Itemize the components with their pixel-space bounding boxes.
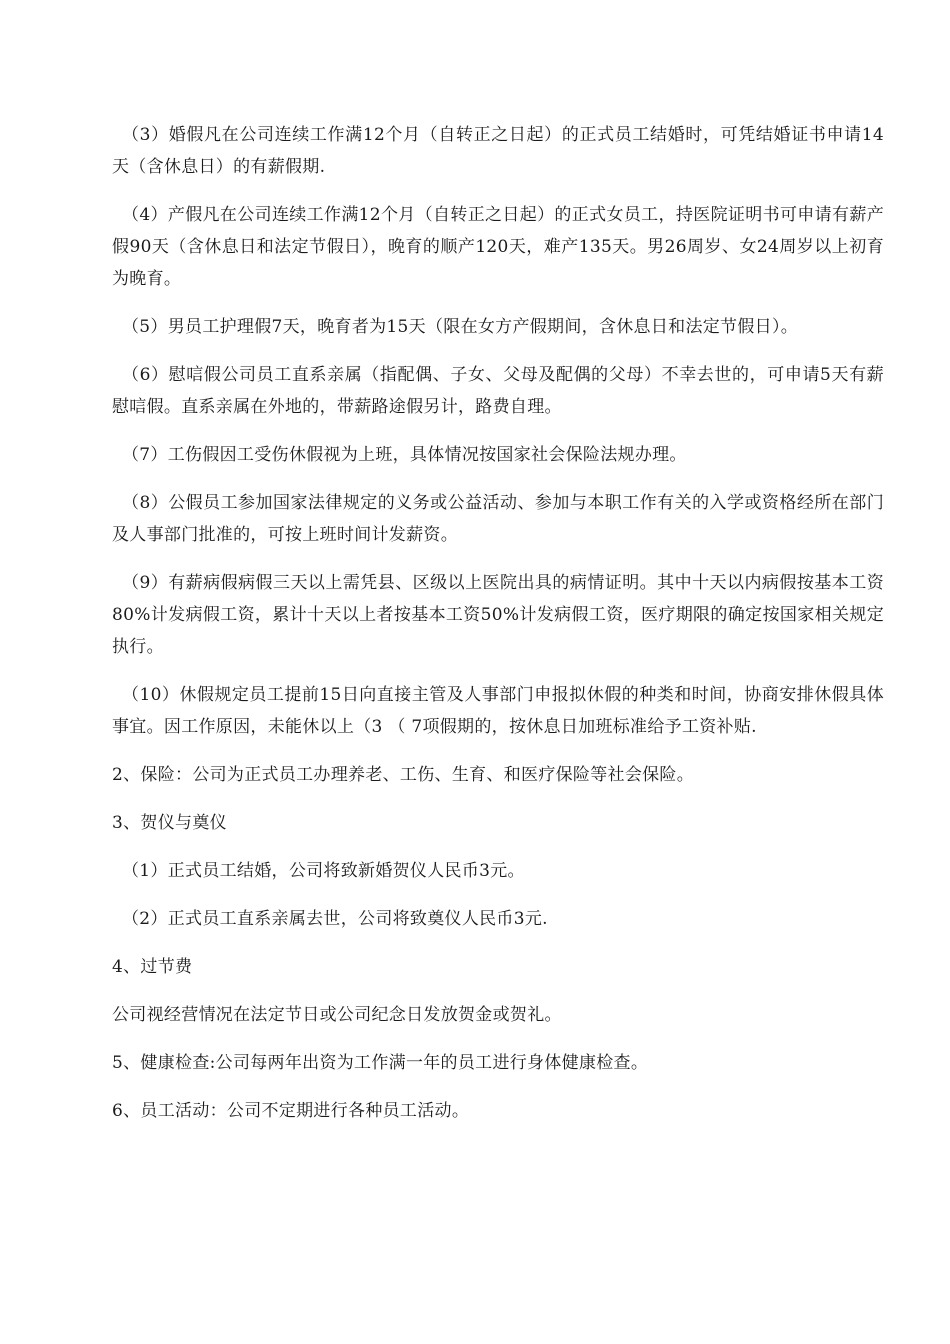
paragraph-public-leave bbox=[112, 487, 884, 551]
paragraph-text: 2、保险：公司为正式员工办理养老、工伤、生育、和医疗保险等社会保险。 bbox=[112, 765, 695, 785]
paragraph-text: （1）正式员工结婚，公司将致新婚贺仪人民币3元。 bbox=[122, 861, 525, 881]
paragraph-health-check bbox=[112, 1047, 884, 1079]
paragraph-text: （7）工伤假因工受伤休假视为上班，具体情况按国家社会保险法规办理。 bbox=[122, 445, 687, 465]
paragraph-text: （5）男员工护理假7天，晚育者为15天（限在女方产假期间，含休息日和法定节假日）。 bbox=[122, 317, 799, 337]
paragraph-sick-leave bbox=[112, 567, 884, 663]
paragraph-text: （8）公假员工参加国家法律规定的义务或公益活动、参加与本职工作有关的入学或资格经所在部门及人事部门批准的，可按上班时间计发薪资。 bbox=[112, 493, 884, 545]
paragraph-condolence-gift bbox=[112, 903, 884, 935]
document-page bbox=[112, 119, 884, 1143]
paragraph-text: 5、健康检查:公司每两年出资为工作满一年的员工进行身体健康检查。 bbox=[112, 1053, 649, 1073]
heading-holiday-allowance bbox=[112, 951, 884, 983]
paragraph-work-injury-leave bbox=[112, 439, 884, 471]
paragraph-text: （2）正式员工直系亲属去世，公司将致奠仪人民币3元. bbox=[122, 909, 548, 929]
paragraph-text: （10）休假规定员工提前15日向直接主管及人事部门申报拟休假的种类和时间，协商安排休假具体事宜。因工作原因，未能休以上（3 （ 7项假期的，按休息日加班标准给予工资补贴. bbox=[112, 685, 884, 737]
paragraph-text: （9）有薪病假病假三天以上需凭县、区级以上医院出具的病情证明。其中十天以内病假按基本工资80%计发病假工资，累计十天以上者按基本工资50%计发病假工资，医疗期限的确定按国家相关规定执行。 bbox=[112, 573, 884, 657]
paragraph-text: 6、员工活动：公司不定期进行各种员工活动。 bbox=[112, 1101, 470, 1121]
paragraph-paternity-leave bbox=[112, 311, 884, 343]
paragraph-leave-rules bbox=[112, 679, 884, 743]
paragraph-text: （4）产假凡在公司连续工作满12个月（自转正之日起）的正式女员工，持医院证明书可申请有薪产假90天（含休息日和法定节假日），晚育的顺产120天，难产135天。男26周岁、女24周岁以上初育为晚育。 bbox=[112, 205, 884, 289]
paragraph-holiday-allowance bbox=[112, 999, 884, 1031]
paragraph-wedding-gift bbox=[112, 855, 884, 887]
paragraph-text: 4、过节费 bbox=[112, 957, 193, 977]
paragraph-text: （3）婚假凡在公司连续工作满12个月（自转正之日起）的正式员工结婚时，可凭结婚证书申请14天（含休息日）的有薪假期. bbox=[112, 125, 884, 177]
paragraph-bereavement-leave bbox=[112, 359, 884, 423]
paragraph-text: 3、贺仪与奠仪 bbox=[112, 813, 227, 833]
paragraph-marriage-leave bbox=[112, 119, 884, 183]
paragraph-maternity-leave bbox=[112, 199, 884, 295]
heading-gifts bbox=[112, 807, 884, 839]
paragraph-text: （6）慰唁假公司员工直系亲属（指配偶、子女、父母及配偶的父母）不幸去世的，可申请5天有薪慰唁假。直系亲属在外地的，带薪路途假另计，路费自理。 bbox=[112, 365, 884, 417]
paragraph-insurance bbox=[112, 759, 884, 791]
paragraph-employee-activities bbox=[112, 1095, 884, 1127]
paragraph-text: 公司视经营情况在法定节日或公司纪念日发放贺金或贺礼。 bbox=[112, 1005, 562, 1025]
